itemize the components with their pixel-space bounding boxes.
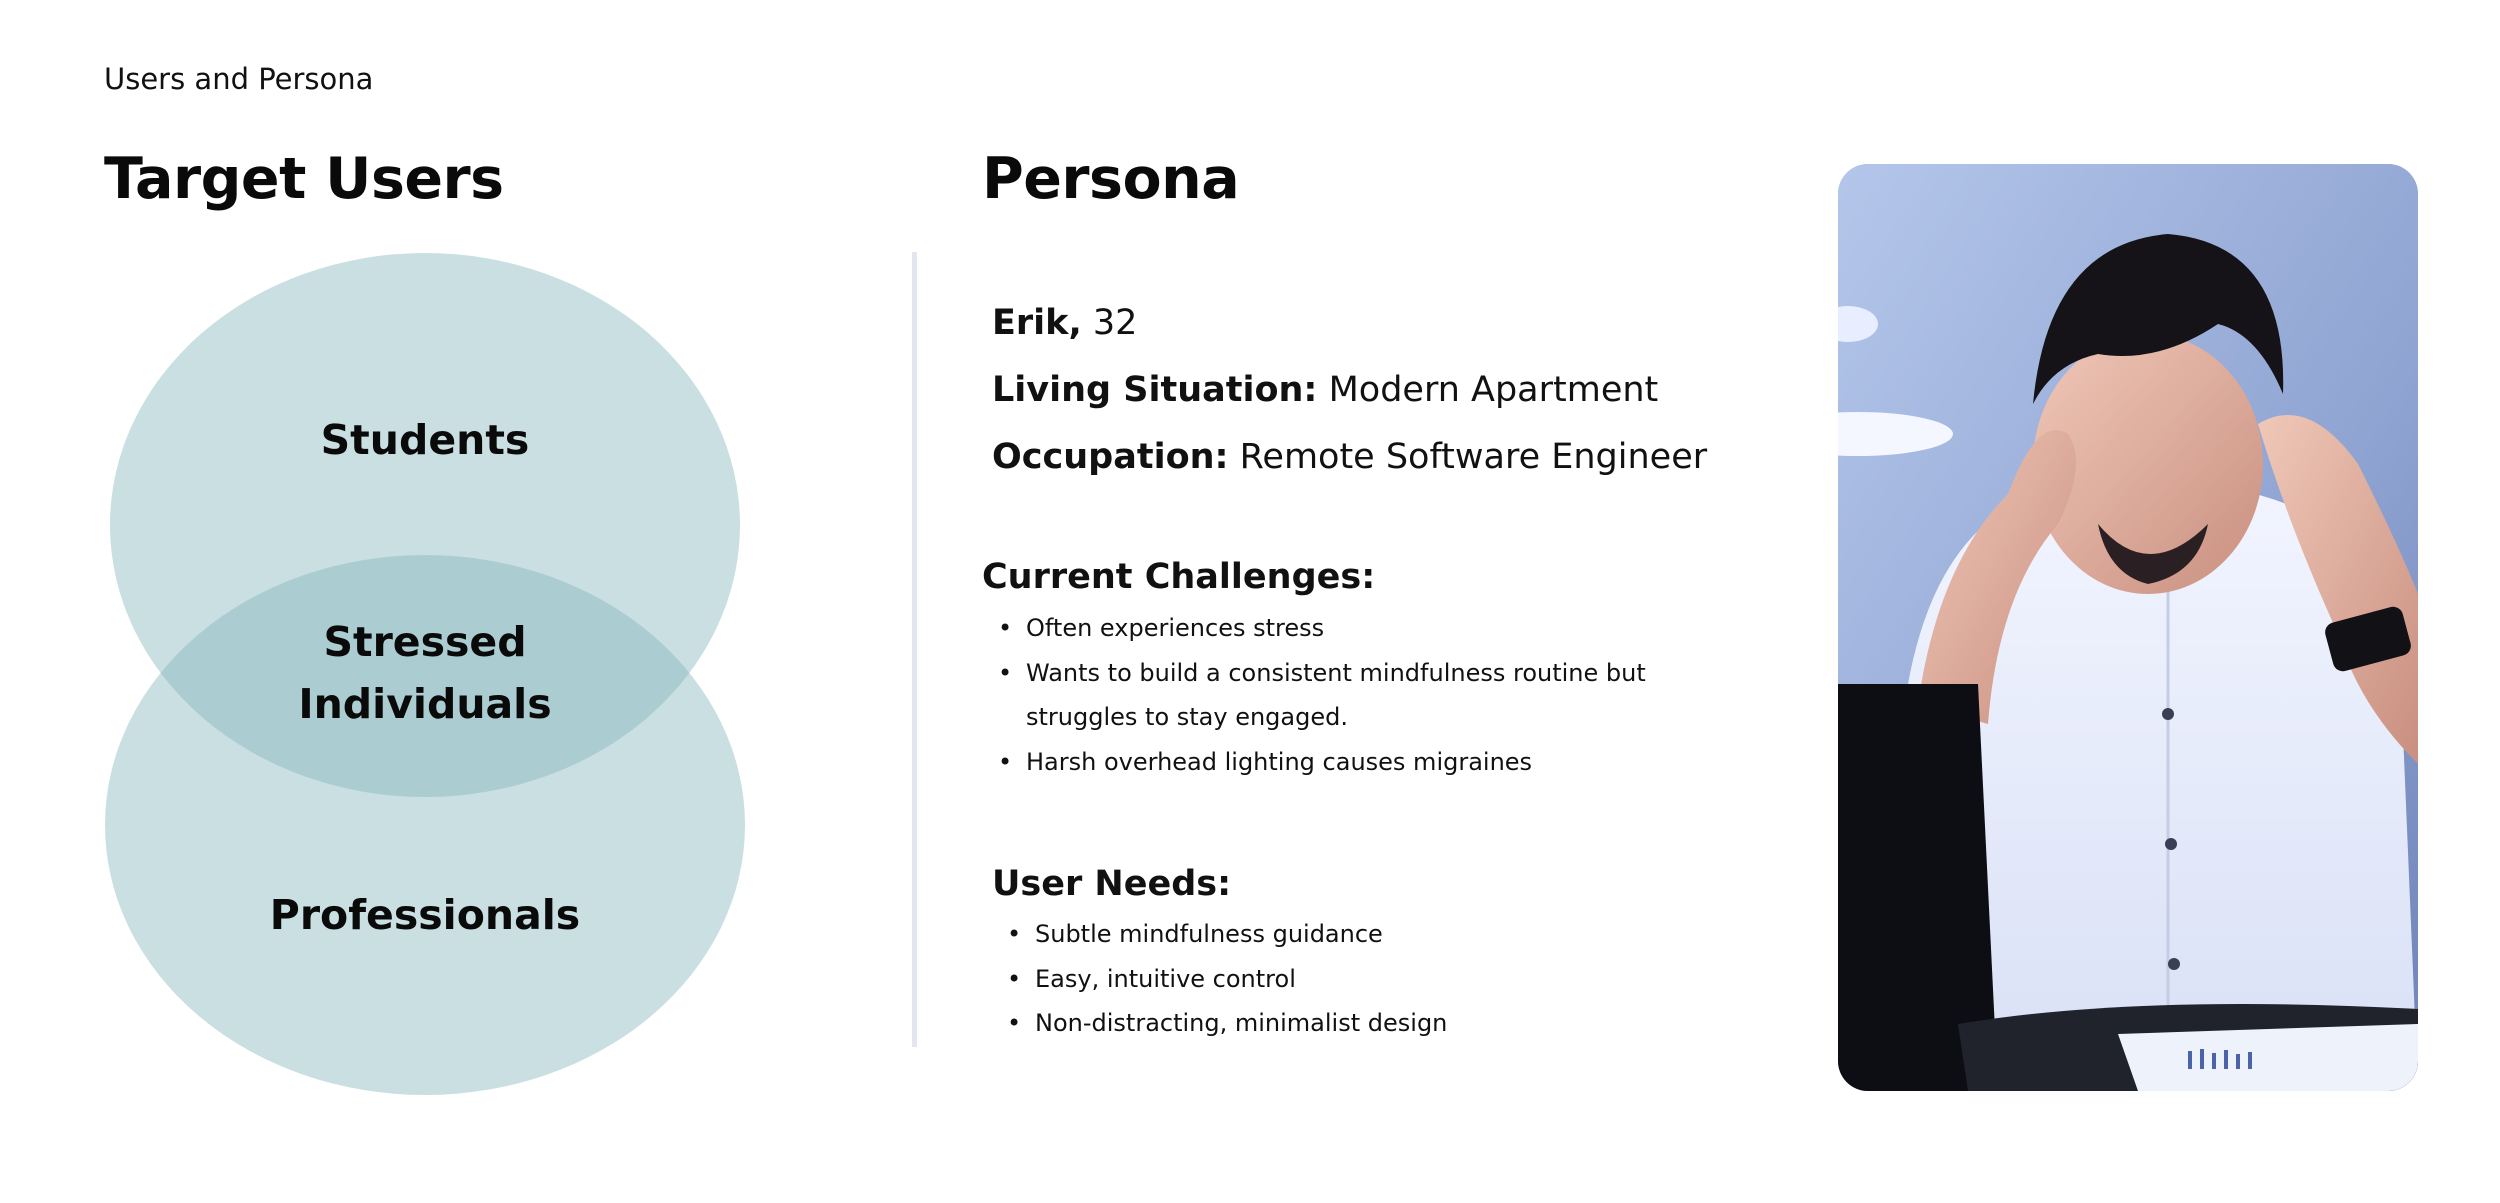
venn-label-students: Students (320, 416, 530, 464)
venn-label-professionals: Professionals (269, 891, 581, 939)
persona-living-value: Modern Apartment (1328, 370, 1659, 410)
persona-photo (1838, 164, 2418, 1091)
eyebrow-title: Users and Persona (104, 62, 374, 96)
persona-name-row (992, 290, 1707, 357)
list-item: • Harsh overhead lighting causes migraines (986, 740, 1706, 785)
challenges-list (986, 606, 1706, 784)
persona-name: Erik, (992, 303, 1082, 343)
persona-age: 32 (1092, 303, 1138, 343)
persona-photo-illustration (1838, 164, 2418, 1091)
needs-list (995, 912, 1695, 1046)
list-item: • Easy, intuitive control (995, 957, 1695, 1002)
persona-occupation-label: Occupation: (992, 437, 1229, 477)
needs-title: User Needs: (992, 864, 1232, 904)
list-item: • Wants to build a consistent mindfulness routine but struggles to stay engaged. (986, 651, 1706, 740)
persona-living-label: Living Situation: (992, 370, 1318, 410)
persona-facts (992, 290, 1707, 491)
persona-heading: Persona (982, 146, 1240, 212)
vertical-divider (912, 252, 917, 1047)
list-item: • Often experiences stress (986, 606, 1706, 651)
persona-living-row (992, 357, 1707, 424)
challenges-title: Current Challenges: (982, 557, 1376, 597)
list-item: • Non-distracting, minimalist design (995, 1001, 1695, 1046)
persona-occupation-value: Remote Software Engineer (1239, 437, 1708, 477)
persona-occupation-row (992, 424, 1707, 491)
target-users-heading: Target Users (104, 146, 504, 212)
venn-label-stressed-line1: Stressed (323, 618, 527, 666)
venn-label-stressed-line2: Individuals (298, 679, 552, 728)
venn-label-stressed-individuals (100, 612, 750, 735)
venn-diagram (100, 250, 750, 1100)
list-item: • Subtle mindfulness guidance (995, 912, 1695, 957)
